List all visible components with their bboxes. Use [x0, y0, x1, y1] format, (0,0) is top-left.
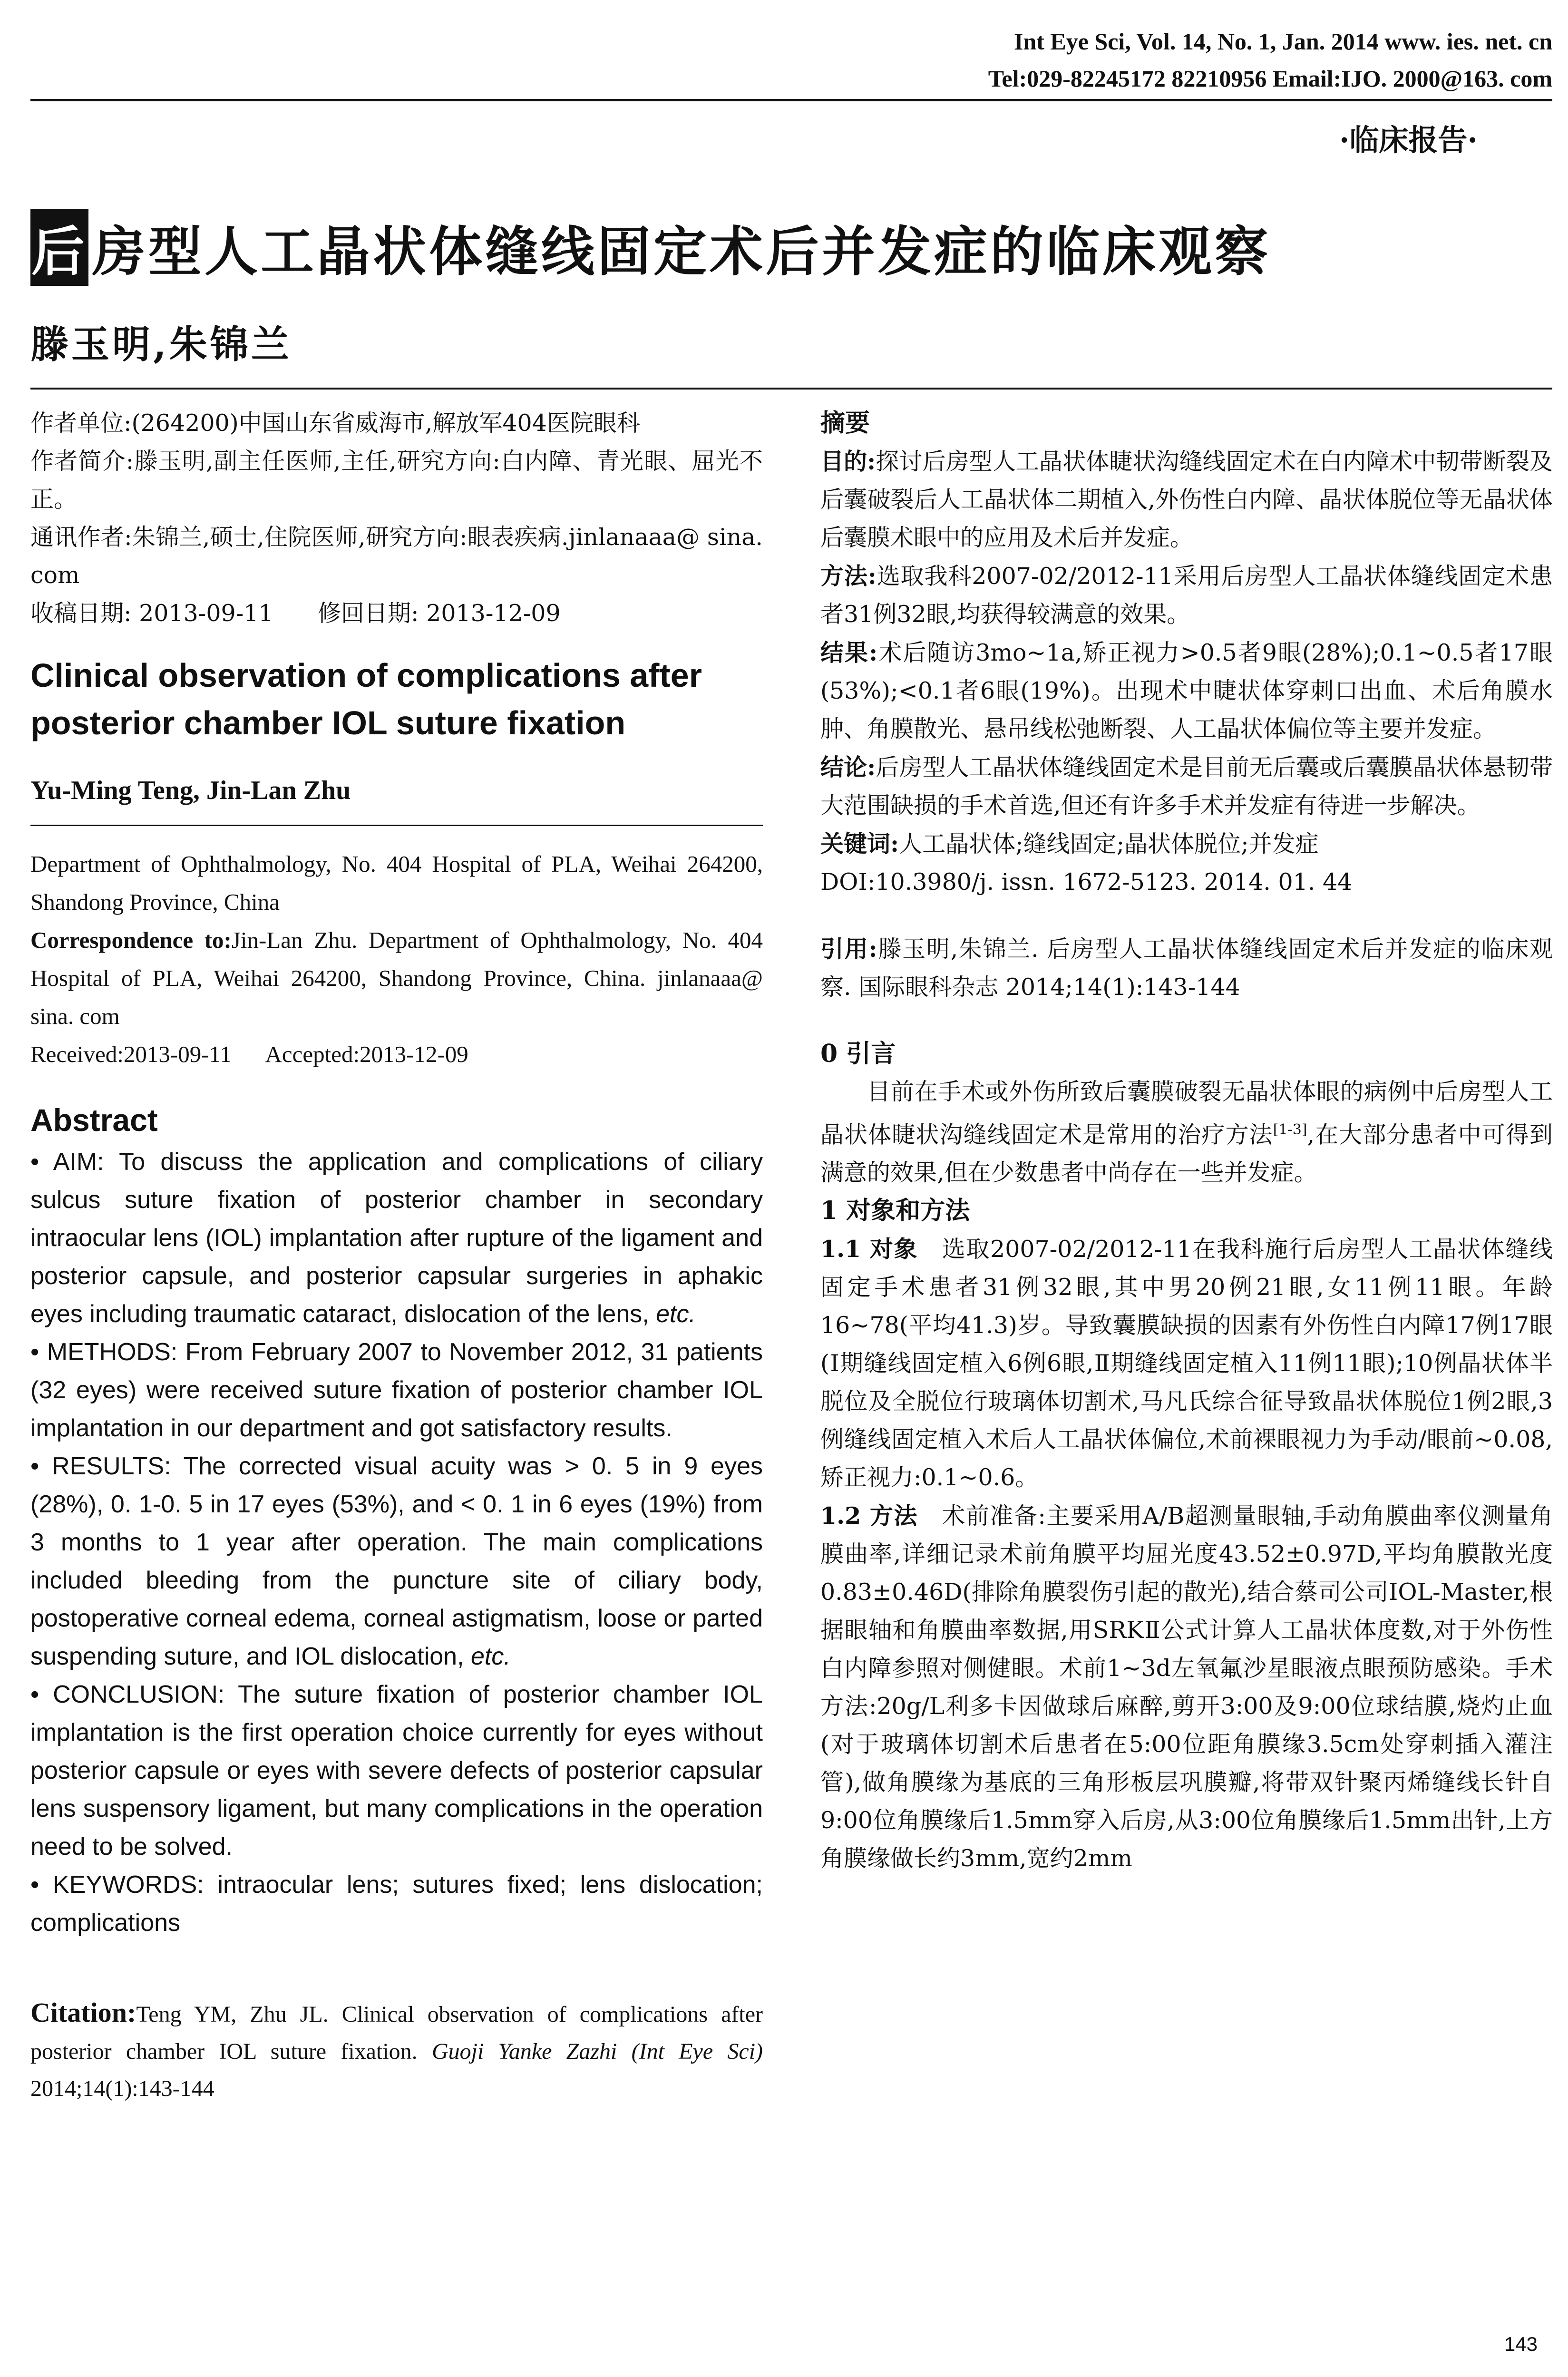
- results-text: The corrected visual acuity was > 0. 5 in 9 eyes (28%), 0. 1-0. 5 in 17 eyes (53%), and < 0. 1 in 6 eyes (19%) from 3 months to 1 year after operation. The main complications included bleeding from the puncture site of ciliary body, postoperative corneal edema, corneal astigmatism, loose or parted suspending suture, and IOL dislocation,: [30, 1452, 763, 1670]
- abstract-keywords: [30, 1866, 763, 1942]
- section-tag: ·临床报告·: [1339, 123, 1478, 157]
- title-rule: [30, 388, 1552, 390]
- authors-zh: 滕玉明,朱锦兰: [30, 322, 292, 367]
- abstract-aim: [30, 1143, 763, 1333]
- correspondence-en: [30, 921, 763, 1035]
- s12-label: 1.2 方法: [820, 1502, 918, 1530]
- aim-label: • AIM:: [30, 1148, 104, 1176]
- results-etc: etc.: [471, 1643, 511, 1670]
- english-authors: Yu-Ming Teng, Jin-Lan Zhu: [30, 776, 351, 805]
- abstract-heading: Abstract: [30, 1102, 158, 1138]
- conclusion-zh: [820, 748, 1553, 825]
- aim-etc: etc.: [656, 1300, 696, 1328]
- keywords-zh: [820, 825, 1553, 863]
- intro-heading: 0 引言: [820, 1039, 896, 1068]
- abstract-conclusion: [30, 1676, 763, 1866]
- methods-paragraph: [820, 1497, 1553, 1878]
- results-label: • RESULTS:: [30, 1452, 171, 1480]
- section1-heading: 1 对象和方法: [820, 1196, 970, 1226]
- conclusion-text-zh: 后房型人工晶状体缝线固定术是目前无后囊或后囊膜晶状体悬韧带大范围缺损的手术首选,但还有许多手术并发症有待进一步解决。: [820, 754, 1553, 819]
- correspondence-text: Jin-Lan Zhu. Department of Ophthalmology, No. 404 Hospital of PLA, Weihai 264200, Shandong Province, China. jinlanaaa@ sina. com: [30, 927, 763, 1029]
- conclusion-label: • CONCLUSION:: [30, 1681, 225, 1708]
- conclusion-text: The suture fixation of posterior chamber IOL implantation is the first operation choice currently for eyes without posterior capsule or eyes with severe defects of posterior capsular lens suspensory ligament, but many complications in the operation need to be solved.: [30, 1681, 763, 1861]
- intro-text: 目前在手术或外伤所致后囊膜破裂无晶状体眼的病例中后房型人工晶状体睫状沟缝线固定术是常用的治疗方法: [820, 1078, 1553, 1149]
- s11-label: 1.1 对象: [820, 1235, 918, 1263]
- title-first-char: 后: [30, 209, 88, 286]
- methods-text: From February 2007 to November 2012, 31 patients (32 eyes) were received suture fixation of posterior chamber IOL implantation in our department and got satisfactory results.: [30, 1338, 763, 1442]
- affiliation-zh: 作者单位:(264200)中国山东省威海市,解放军404医院眼科: [30, 409, 640, 437]
- citation-journal: Guoji Yanke Zazhi (Int Eye Sci): [431, 2039, 763, 2064]
- aim-text-zh: 探讨后房型人工晶状体睫状沟缝线固定术在白内障术中韧带断裂及后囊破裂后人工晶状体二期植入,外伤性白内障、晶状体脱位等无晶状体后囊膜术眼中的应用及术后并发症。: [820, 448, 1553, 551]
- aim-zh: [820, 442, 1553, 557]
- dates-zh: 收稿日期: 2013-09-11 修回日期: 2013-12-09: [30, 600, 561, 627]
- results-text-zh: 术后随访3mo~1a,矫正视力>0.5者9眼(28%);0.1~0.5者17眼(53%);<0.1者6眼(19%)。出现术中睫状体穿刺口出血、术后角膜水肿、角膜散光、悬吊线松弛断裂、人工晶状体偏位等主要并发症。: [820, 639, 1553, 742]
- methods-text-zh: 选取我科2007-02/2012-11采用后房型人工晶状体缝线固定术患者31例32眼,均获得较满意的效果。: [820, 563, 1553, 628]
- methods-zh: [820, 557, 1553, 633]
- correspondence-zh: 通讯作者:朱锦兰,硕士,住院医师,研究方向:眼表疾病.jinlanaaa@ sina. com: [30, 524, 763, 589]
- keywords-label: • KEYWORDS:: [30, 1871, 204, 1899]
- intro-ref: [1-3]: [1273, 1121, 1307, 1138]
- authors-rule: [30, 825, 763, 826]
- received-dates: Received:2013-09-11 Accepted:2013-12-09: [30, 1041, 468, 1067]
- contact-info: Tel:029-82245172 82210956 Email:IJO. 2000@163. com: [988, 65, 1552, 92]
- doi: DOI:10.3980/j. issn. 1672-5123. 2014. 01. 44: [820, 868, 1353, 896]
- citation-zh: [820, 930, 1553, 1006]
- spacer: [820, 1006, 1553, 1035]
- author-intro-zh: 作者简介:滕玉明,副主任医师,主任,研究方向:白内障、青光眼、屈光不正。: [30, 448, 763, 513]
- citation-en: [30, 1994, 763, 2107]
- correspondence-label: Correspondence to:: [30, 927, 232, 953]
- english-title: Clinical observation of complications after posterior chamber IOL suture fixation: [30, 657, 702, 741]
- page-number: 143: [1504, 2333, 1538, 2355]
- intro-paragraph: [820, 1073, 1553, 1192]
- right-column: [820, 404, 1553, 1878]
- conclusion-label-zh: 结论:: [820, 753, 876, 781]
- running-header: [30, 28, 1552, 99]
- spacer: [820, 901, 1553, 930]
- department: Department of Ophthalmology, No. 404 Hospital of PLA, Weihai 264200, Shandong Province, China: [30, 851, 763, 915]
- article-title: [30, 209, 1271, 286]
- s12-text: 术前准备:主要采用A/B超测量眼轴,手动角膜曲率仪测量角膜曲率,详细记录术前角膜平均屈光度43.52±0.97D,平均角膜散光度0.83±0.46D(排除角膜裂伤引起的散光),结合蔡司公司IOL-Master,根据眼轴和角膜曲率数据,用SRKⅡ公式计算人工晶状体度数,对于外伤性白内障参照对侧健眼。术前1~3d左氧氟沙星眼液点眼预防感染。手术方法:20g/L利多卡因做球后麻醉,剪开3:00及9:00位球结膜,烧灼止血(对于玻璃体切割术后患者在5:00位距角膜缘3.5cm处穿刺插入灌注管),做角膜缘为基底的三角形板层巩膜瓣,将带双针聚丙烯缝线长针自9:00位角膜缘后1.5mm穿入后房,从3:00位角膜缘后1.5mm出针,上方角膜缘做长约3mm,宽约2mm: [820, 1502, 1553, 1872]
- results-label-zh: 结果:: [820, 639, 878, 666]
- aim-label-zh: 目的:: [820, 448, 876, 475]
- keywords-text: intraocular lens; sutures fixed; lens dislocation; complications: [30, 1871, 763, 1937]
- subjects-paragraph: [820, 1230, 1553, 1497]
- aim-text: To discuss the application and complications of ciliary sulcus suture fixation of posterior chamber in secondary intraocular lens (IOL) implantation after rupture of the ligament and posterior capsule, and posterior capsular surgeries in aphakic eyes including traumatic cataract, dislocation of the lens,: [30, 1148, 763, 1328]
- methods-label-zh: 方法:: [820, 562, 877, 590]
- header-rule: [30, 99, 1552, 101]
- citation-label: Citation:: [30, 1997, 136, 2028]
- intro-text2: ,在大部分患者中可得到满意的效果,但在少数患者中尚存在一些并发症。: [820, 1121, 1553, 1187]
- keywords-label-zh: 关键词:: [820, 830, 899, 857]
- s11-text: 选取2007-02/2012-11在我科施行后房型人工晶状体缝线固定手术患者31例32眼,其中男20例21眼,女11例11眼。年龄16~78(平均41.3)岁。导致囊膜缺损的因素有外伤性白内障17例17眼(Ⅰ期缝线固定植入6例6眼,Ⅱ期缝线固定植入11例11眼);10例晶状体半脱位及全脱位行玻璃体切割术,马凡氏综合征导致晶状体脱位1例2眼,3例缝线固定植入术后人工晶状体偏位,术前裸眼视力为手动/眼前~0.08,矫正视力:0.1~0.6。: [820, 1236, 1553, 1491]
- results-zh: [820, 633, 1553, 748]
- cite-label-zh: 引用:: [820, 935, 877, 963]
- citation-tail: 2014;14(1):143-144: [30, 2076, 214, 2101]
- title-rest: 房型人工晶状体缝线固定术后并发症的临床观察: [92, 221, 1271, 283]
- abstract-methods: [30, 1333, 763, 1447]
- left-column: [30, 404, 763, 2107]
- abstract-heading-zh: 摘要: [820, 409, 870, 438]
- methods-label: • METHODS:: [30, 1338, 178, 1366]
- abstract-results: [30, 1447, 763, 1676]
- cite-text-zh: 滕玉明,朱锦兰. 后房型人工晶状体缝线固定术后并发症的临床观察. 国际眼科杂志 2014;14(1):143-144: [820, 935, 1553, 1001]
- keywords-text-zh: 人工晶状体;缝线固定;晶状体脱位;并发症: [899, 830, 1319, 857]
- citation-text: Teng YM, Zhu JL. Clinical observation of complications after posterior chamber IOL suture fixation.: [30, 2002, 763, 2064]
- journal-info: Int Eye Sci, Vol. 14, No. 1, Jan. 2014 www. ies. net. cn: [1013, 28, 1552, 55]
